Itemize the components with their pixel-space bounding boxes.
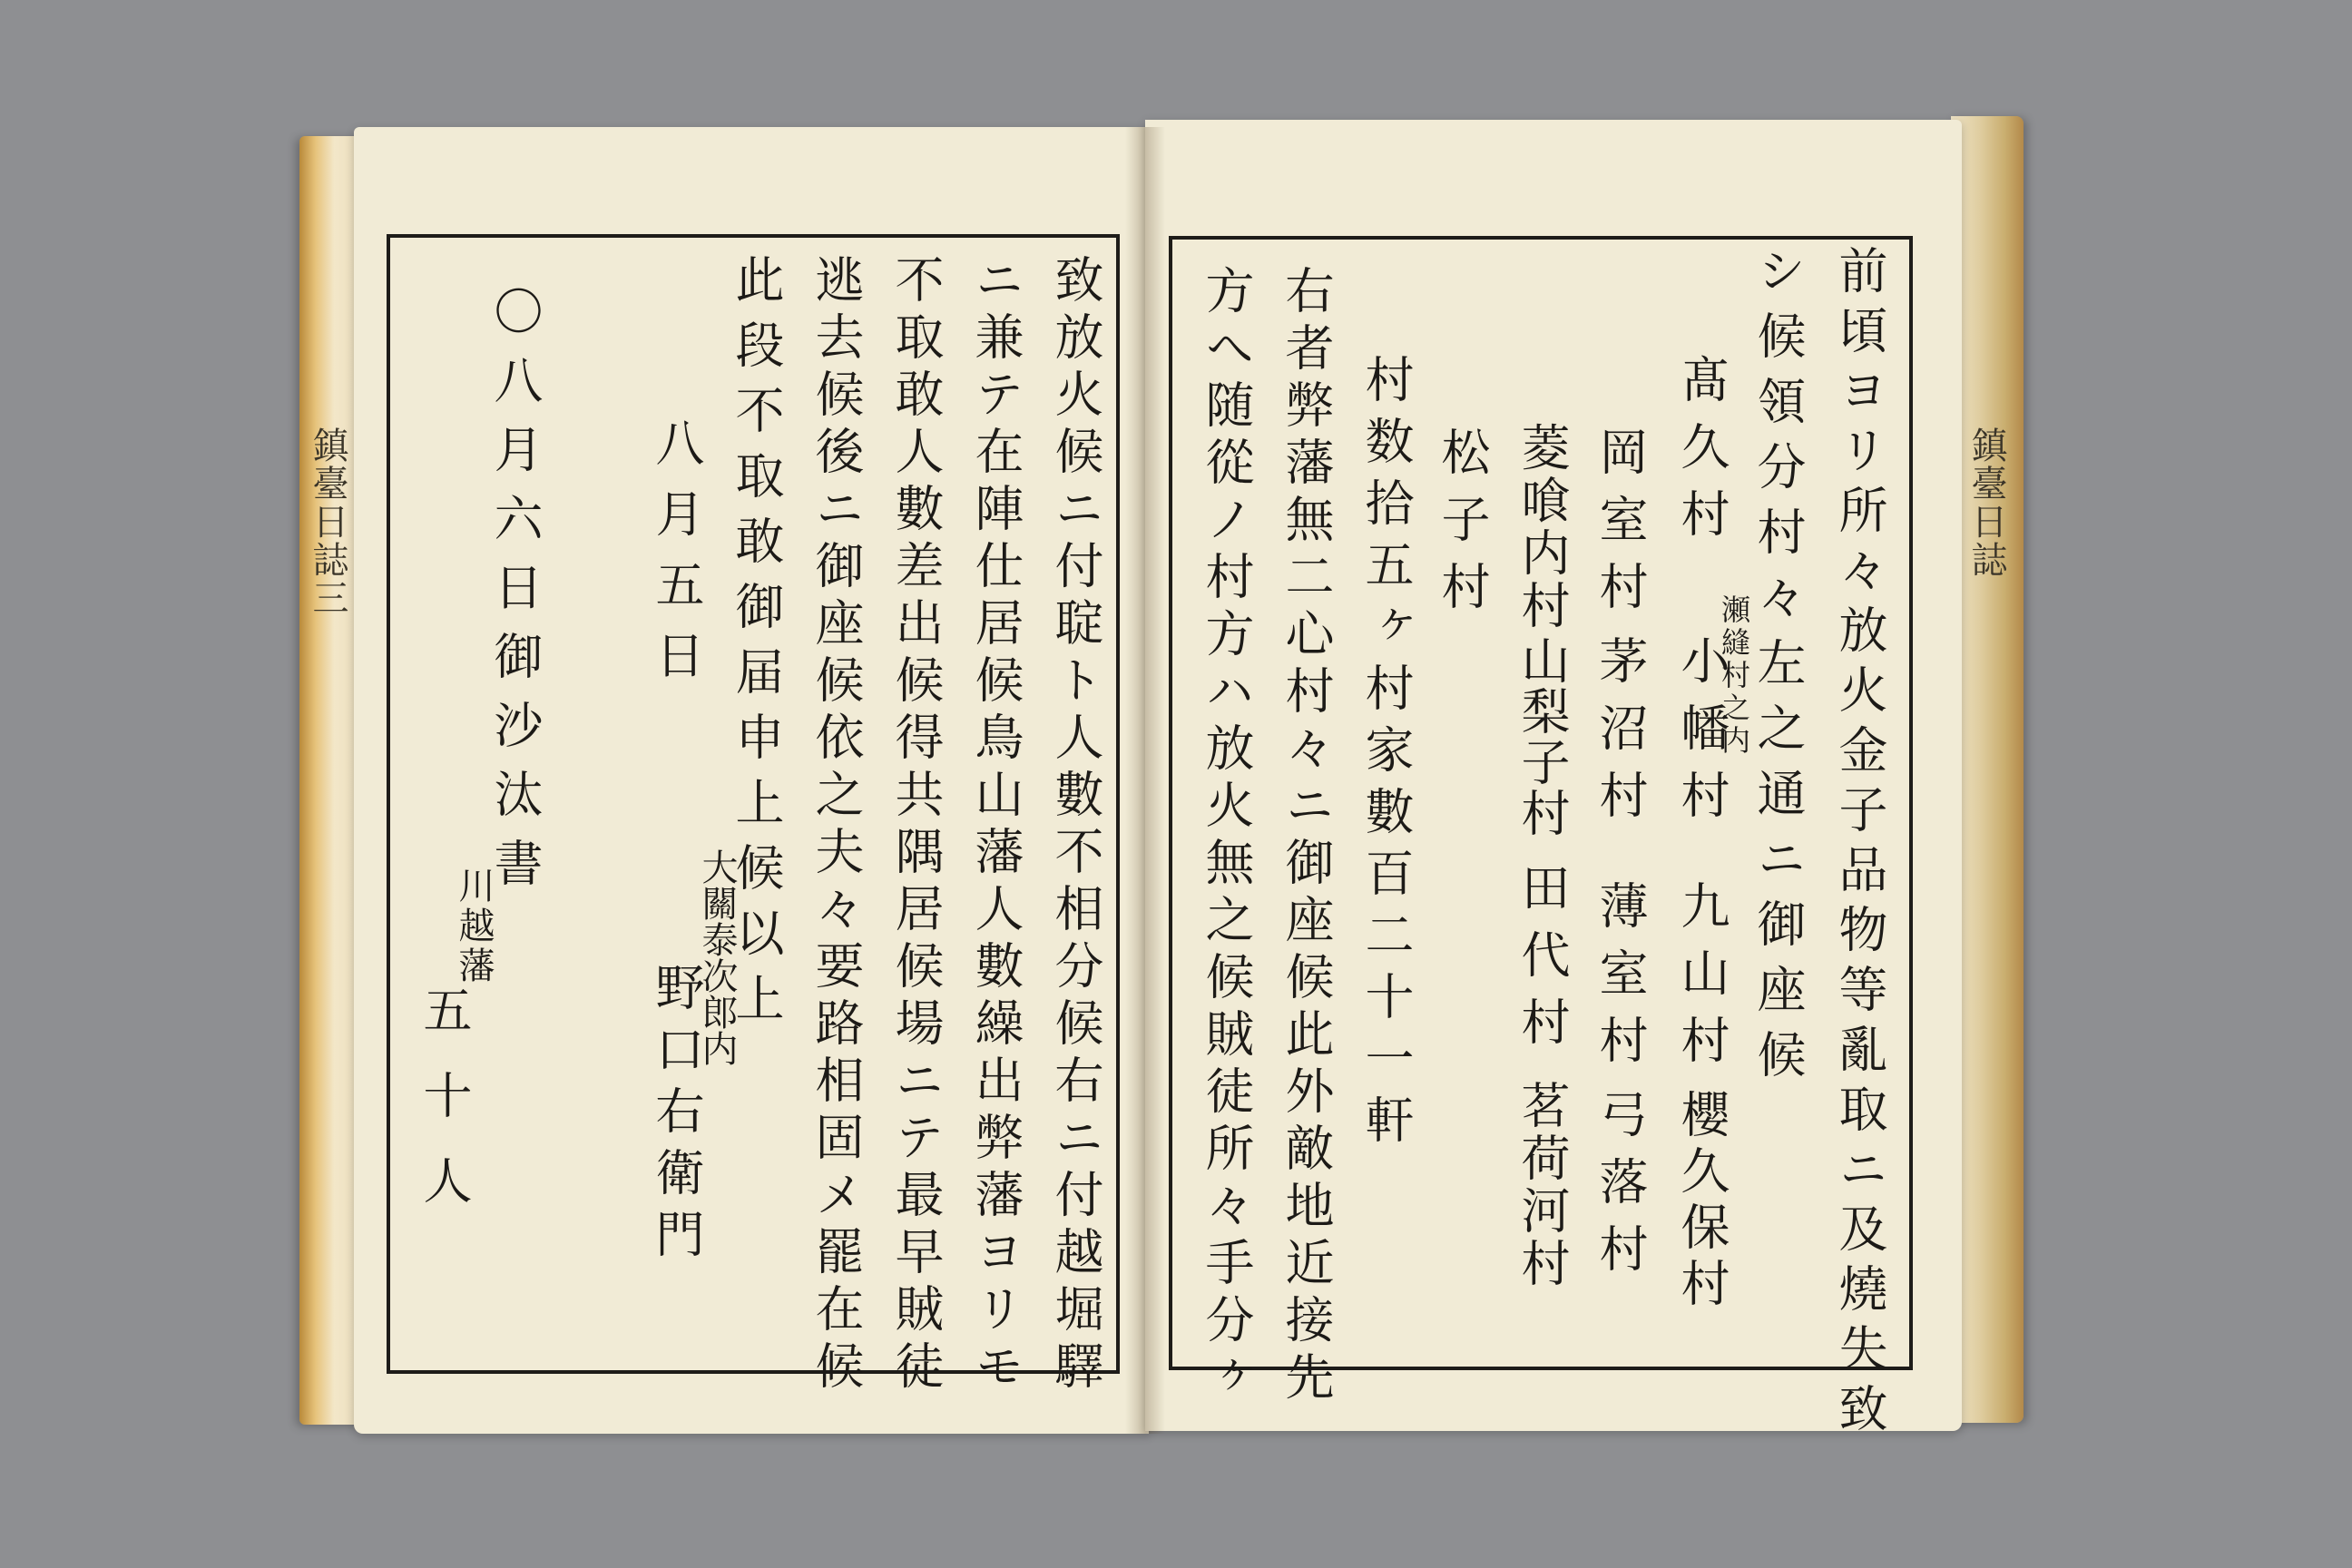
right-annotation: 瀬縫村之内 bbox=[1717, 594, 1751, 758]
right-col-2: シ候領分村々左之通ニ御座候 bbox=[1749, 245, 1807, 1094]
book-gutter bbox=[1125, 127, 1165, 1434]
left-col-2: ニ兼テ在陣仕居候鳥山藩人數繰出弊藩ヨリモ bbox=[967, 254, 1024, 1397]
right-col-3: 髙久村 bbox=[1673, 354, 1730, 555]
right-col-8: 茅沼村 bbox=[1592, 635, 1649, 837]
right-col-9: 薄室村 bbox=[1592, 880, 1649, 1082]
left-heading: 〇八月六日御沙汰書 bbox=[486, 286, 544, 906]
right-col-12: 山梨子村 bbox=[1514, 635, 1571, 838]
right-col-1: 前頃ヨリ所々放火金子品物等亂取ニ及燒失致 bbox=[1831, 245, 1888, 1443]
left-col-4: 逃去候後ニ御座候依之夫々要路相固メ罷在候 bbox=[808, 254, 865, 1397]
right-col-5: 九山村 bbox=[1673, 880, 1730, 1082]
left-count: 五十人 bbox=[416, 985, 473, 1240]
left-edge-title: 鎮臺日誌三 bbox=[307, 426, 348, 617]
right-col-13: 田代村 bbox=[1514, 862, 1571, 1063]
right-col-10: 弓落村 bbox=[1592, 1089, 1649, 1290]
right-col-7: 岡室村 bbox=[1592, 426, 1649, 628]
left-domain: 川越藩 bbox=[453, 867, 495, 986]
right-col-15: 松子村 bbox=[1434, 426, 1491, 628]
left-col-3: 不取敢人數差出候得共隅居候場ニテ最早賊徒 bbox=[887, 254, 945, 1397]
right-col-17: 右者弊藩無二心村々ニ御座候此外敵地近接先 bbox=[1278, 265, 1335, 1408]
right-col-14: 茗荷河村 bbox=[1514, 1080, 1571, 1290]
right-col-6: 櫻久保村 bbox=[1673, 1089, 1730, 1314]
right-page-stack bbox=[1951, 116, 2024, 1423]
right-col-16: 村数拾五ヶ村家數百二十一軒 bbox=[1357, 354, 1415, 1156]
right-edge-title: 鎮臺日誌 bbox=[1965, 426, 2007, 579]
right-col-11: 菱喰内村 bbox=[1514, 422, 1571, 632]
left-col-5: 此段不取敢御届申上候以上 bbox=[728, 254, 785, 1038]
right-col-4: 小幡村 bbox=[1673, 635, 1730, 837]
right-col-18: 方へ随從ノ村方ハ放火無之候賊徒所々手分ヶ bbox=[1198, 265, 1255, 1408]
left-signature-house: 大關泰次郎内 bbox=[696, 848, 738, 1066]
left-col-1: 致放火候ニ付聢ト人數不相分候右ニ付越堀驛 bbox=[1047, 254, 1104, 1397]
left-signature-name: 野口右衛門 bbox=[648, 962, 705, 1270]
left-date: 八月五日 bbox=[648, 417, 705, 701]
